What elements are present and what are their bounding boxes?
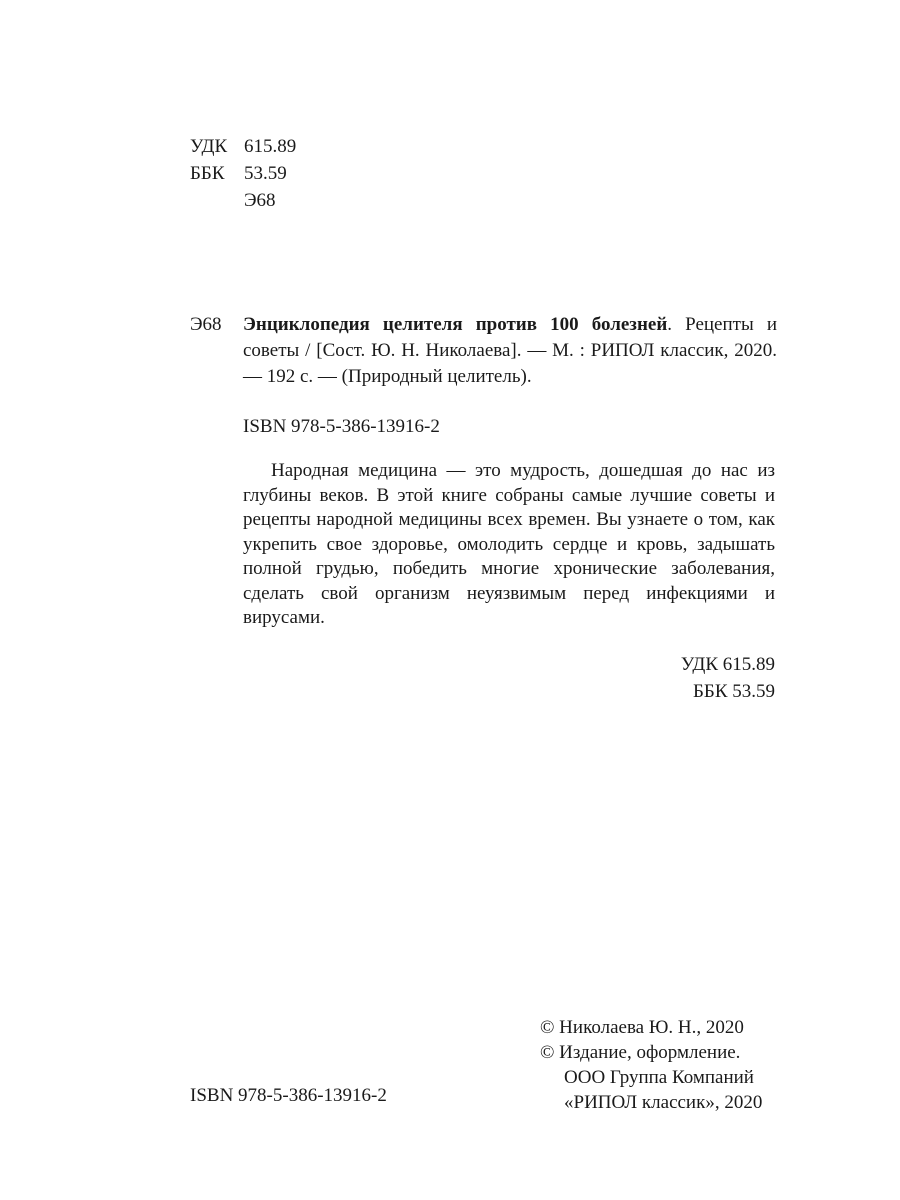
isbn-bottom: ISBN 978-5-386-13916-2 [190, 1085, 387, 1106]
author-mark: Э68 [244, 190, 276, 211]
author-mark-row [190, 187, 296, 214]
record-details: . Рецепты и советы / [Сост. Ю. Н. Николаева]. — М. : РИПОЛ классик, 2020. — 192 с. — (Природный целитель). [243, 314, 777, 387]
bottom-bbk: ББК 53.59 [693, 681, 775, 702]
copyright-edition: © Издание, оформление. [540, 1042, 741, 1063]
isbn-top: ISBN 978-5-386-13916-2 [243, 416, 440, 437]
bbk-value: 53.59 [244, 163, 287, 184]
copyright-block [540, 1015, 762, 1115]
copyright-publisher-1: ООО Группа Компаний [564, 1067, 754, 1088]
bibliographic-record [190, 312, 780, 390]
bottom-udk: УДК 615.89 [680, 654, 775, 675]
record-entry [243, 312, 777, 390]
bottom-classification [681, 651, 775, 705]
bbk-label: ББК [190, 163, 225, 184]
udk-value: 615.89 [244, 136, 297, 157]
copyright-author: © Николаева Ю. Н., 2020 [540, 1017, 744, 1038]
record-author-mark: Э68 [190, 314, 222, 335]
classification-block [190, 133, 296, 214]
copyright-publisher-2: «РИПОЛ классик», 2020 [564, 1092, 763, 1113]
bbk-row [190, 160, 296, 187]
annotation: Народная медицина — это мудрость, дошедшая до нас из глубины веков. В этой книге собраны самые лучшие советы и рецепты народной медицины всех времен. Вы узнаете о том, как укрепить свое здоровье, омолодить сердце и кровь, задышать полной грудью, победить многие хронические заболевания, сделать свой организм неуязвимым перед инфекциями и вирусами. [243, 460, 775, 628]
udk-label: УДК [190, 136, 228, 157]
udk-row [190, 133, 296, 160]
book-title: Энциклопедия целителя против 100 болезней [243, 314, 668, 335]
